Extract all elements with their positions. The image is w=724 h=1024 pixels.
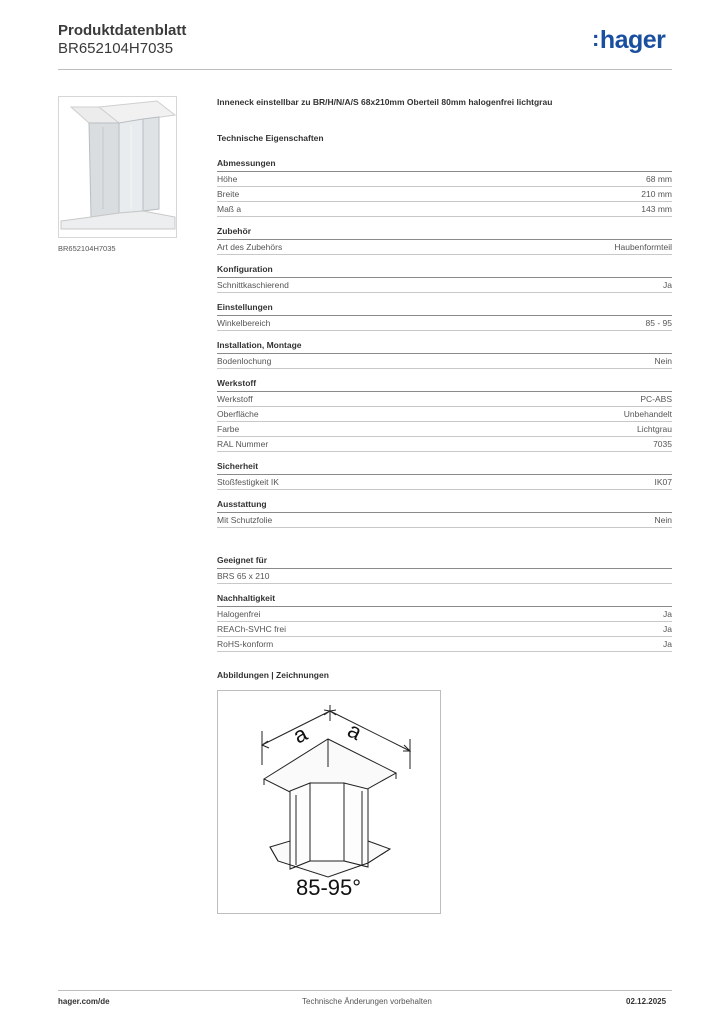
dim-label-left: a <box>288 720 312 749</box>
section-installation <box>217 340 672 369</box>
spec-row <box>217 354 672 369</box>
spec-row <box>217 569 672 584</box>
section-geeignet <box>217 555 672 584</box>
angle-label: 85-95° <box>296 875 362 900</box>
spec-label: Werkstoff <box>217 394 253 404</box>
spec-label: RAL Nummer <box>217 439 269 449</box>
spec-value: Unbehandelt <box>623 409 672 419</box>
spec-label: Art des Zubehörs <box>217 242 283 252</box>
spec-row <box>217 392 672 407</box>
spec-column <box>217 97 672 661</box>
spec-value: 143 mm <box>641 204 672 214</box>
spec-value: Ja <box>663 639 672 649</box>
spec-row <box>217 513 672 528</box>
photo-caption: BR652104H7035 <box>58 244 116 253</box>
footer-website: hager.com/de <box>58 997 110 1006</box>
spec-label: Oberfläche <box>217 409 259 419</box>
section-title: Abmessungen <box>217 158 672 172</box>
spec-value: Lichtgrau <box>637 424 672 434</box>
spec-row <box>217 316 672 331</box>
spec-value: Ja <box>663 280 672 290</box>
spec-value: Haubenformteil <box>614 242 672 252</box>
section-nachhaltigkeit <box>217 593 672 652</box>
spec-row <box>217 202 672 217</box>
section-title: Sicherheit <box>217 461 672 475</box>
section-sicherheit <box>217 461 672 490</box>
section-zubehoer <box>217 226 672 255</box>
footer-date: 02.12.2025 <box>626 997 667 1006</box>
hager-logo <box>592 26 665 55</box>
spec-row <box>217 278 672 293</box>
footer-notice: Technische Änderungen vorbehalten <box>302 997 432 1006</box>
section-title: Installation, Montage <box>217 340 672 354</box>
spec-label: RoHS-konform <box>217 639 274 649</box>
section-title: Werkstoff <box>217 378 672 392</box>
spec-row <box>217 172 672 187</box>
product-photo-illustration <box>59 97 176 237</box>
spec-value: 85 - 95 <box>645 318 672 328</box>
spec-row <box>217 637 672 652</box>
spec-label: Höhe <box>217 174 238 184</box>
header-divider <box>58 69 672 70</box>
section-title: Zubehör <box>217 226 672 240</box>
spec-label: Farbe <box>217 424 240 434</box>
spec-row <box>217 622 672 637</box>
technical-drawing-svg <box>218 691 440 913</box>
spec-value: PC-ABS <box>640 394 672 404</box>
spec-label: Schnittkaschierend <box>217 280 289 290</box>
spec-row <box>217 240 672 255</box>
section-einstellungen <box>217 302 672 331</box>
article-number: BR652104H7035 <box>58 40 174 57</box>
drawings-heading: Abbildungen | Zeichnungen <box>217 670 329 680</box>
section-title: Geeignet für <box>217 555 672 569</box>
spec-label: Bodenlochung <box>217 356 272 366</box>
section-title: Nachhaltigkeit <box>217 593 672 607</box>
section-abmessungen <box>217 158 672 217</box>
product-photo <box>58 96 177 238</box>
spec-row <box>217 607 672 622</box>
spec-value: 68 mm <box>646 174 672 184</box>
spec-label: BRS 65 x 210 <box>217 571 270 581</box>
logo-colon: : <box>592 26 599 51</box>
section-werkstoff <box>217 378 672 452</box>
spec-value: 7035 <box>653 439 672 449</box>
section-title: Konfiguration <box>217 264 672 278</box>
tech-heading: Technische Eigenschaften <box>217 133 324 143</box>
logo-text: hager <box>599 26 666 54</box>
spec-row <box>217 187 672 202</box>
page-title: Produktdatenblatt <box>58 22 187 39</box>
technical-drawing <box>217 690 441 914</box>
spec-label: Mit Schutzfolie <box>217 515 273 525</box>
product-description: Inneneck einstellbar zu BR/H/N/A/S 68x210mm Oberteil 80mm halogenfrei lichtgrau <box>217 97 553 107</box>
spec-row <box>217 422 672 437</box>
spec-row <box>217 475 672 490</box>
section-konfiguration <box>217 264 672 293</box>
spec-value: IK07 <box>654 477 672 487</box>
spec-row <box>217 407 672 422</box>
footer-divider <box>58 990 672 991</box>
section-spacer <box>217 537 672 555</box>
spec-label: REACh-SVHC frei <box>217 624 286 634</box>
spec-value: Ja <box>663 609 672 619</box>
spec-value: Ja <box>663 624 672 634</box>
spec-label: Breite <box>217 189 240 199</box>
spec-label: Halogenfrei <box>217 609 261 619</box>
spec-label: Maß a <box>217 204 242 214</box>
spec-label: Stoßfestigkeit IK <box>217 477 279 487</box>
section-ausstattung <box>217 499 672 528</box>
spec-value: Nein <box>654 356 672 366</box>
section-title: Einstellungen <box>217 302 672 316</box>
spec-row <box>217 437 672 452</box>
spec-label: Winkelbereich <box>217 318 271 328</box>
spec-value: Nein <box>654 515 672 525</box>
spec-value: 210 mm <box>641 189 672 199</box>
section-title: Ausstattung <box>217 499 672 513</box>
dim-label-right: a <box>343 717 366 746</box>
